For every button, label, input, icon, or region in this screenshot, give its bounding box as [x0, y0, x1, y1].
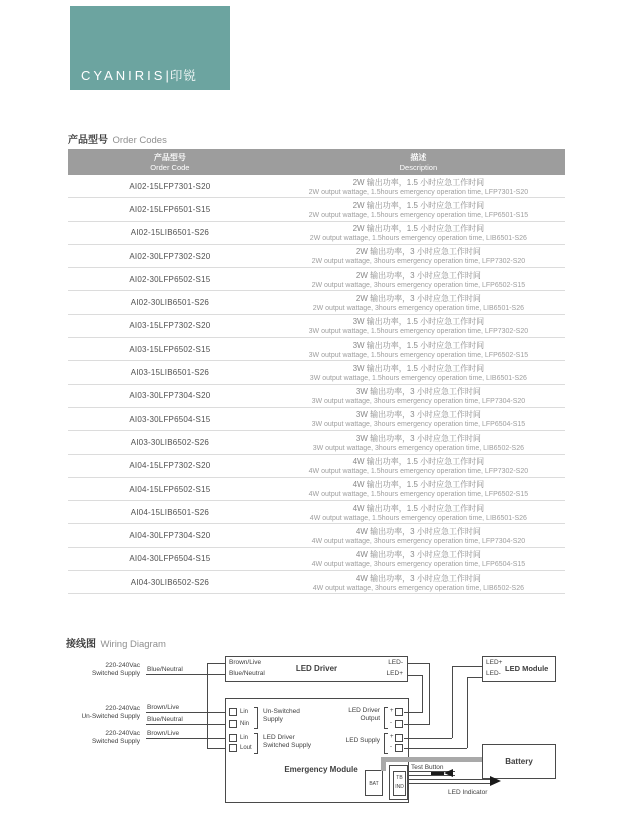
description-cn: 2W 输出功率，3 小时应急工作时间: [355, 293, 481, 303]
battery-bus: [381, 757, 482, 762]
description-en: 4W output wattage, 1.5hours emergency operation time, LFP7302-S20: [308, 468, 529, 476]
group1-line2: Supply: [263, 716, 283, 723]
wire: [146, 712, 229, 713]
description-cell: [272, 268, 565, 290]
description-cell: [272, 548, 565, 570]
wiring-diagram-title: [66, 634, 166, 652]
description-en: 3W output wattage, 3hours emergency operation time, LFP7304-S20: [311, 398, 526, 406]
tb-ind-inner-box: [393, 771, 406, 796]
polarity-minus-1: -: [390, 720, 392, 726]
wire: [452, 666, 453, 738]
bracket-supply: [384, 733, 388, 754]
table-row: [68, 431, 565, 454]
terminal-lout: [229, 744, 237, 752]
description-cell: [272, 501, 565, 523]
emergency-module-box: [225, 698, 409, 803]
output-label-line2: Output: [360, 715, 380, 722]
description-cn: 2W 输出功率，3 小时应急工作时间: [355, 270, 481, 280]
supply2-label: [50, 705, 140, 721]
wire-label-brown-live-2: Brown/Live: [147, 730, 180, 737]
table-row: [68, 385, 565, 408]
header-col1-en: Order Code: [150, 162, 190, 172]
wire: [407, 779, 493, 780]
terminal-label-lin2: Lin: [240, 735, 249, 741]
description-cn: 2W 输出功率，3 小时应急工作时间: [355, 247, 481, 257]
order-code-cell: AI03-30LFP7304-S20: [129, 391, 211, 401]
led-module-minus: LED-: [486, 670, 501, 677]
description-cn: 3W 输出功率，1.5 小时应急工作时间: [352, 340, 485, 350]
supply3-voltage: 220-240Vac: [105, 730, 140, 737]
bracket-output: [384, 707, 388, 729]
table-row: [68, 455, 565, 478]
terminal-label-lin1: Lin: [240, 709, 249, 715]
battery-title: Battery: [505, 757, 533, 766]
led-driver-in-live: Brown/Live: [229, 659, 262, 666]
table-row: [68, 478, 565, 501]
wire-label-blue-neutral-1: Blue/Neutral: [147, 666, 183, 673]
wire: [146, 724, 229, 725]
brand-logo-text: [81, 69, 197, 83]
terminal-output-minus: [395, 720, 403, 728]
led-indicator-label: LED Indicator: [448, 789, 488, 796]
description-cn: 2W 输出功率，1.5 小时应急工作时间: [352, 177, 485, 187]
group-unswitched-label: [263, 708, 300, 724]
brand-name-en: CYANIRIS: [81, 68, 166, 83]
terminal-label-lout: Lout: [240, 745, 252, 751]
description-en: 3W output wattage, 3hours emergency operation time, LIB6502-S26: [312, 444, 525, 452]
table-header: [68, 149, 565, 175]
wire: [407, 783, 493, 784]
description-cell: [272, 478, 565, 500]
description-cell: [272, 222, 565, 244]
description-en: 4W output wattage, 1.5hours emergency operation time, LIB6501-S26: [309, 514, 527, 522]
table-row: [68, 175, 565, 198]
battery-box: [482, 744, 556, 779]
header-col1-cn: 产品型号: [153, 152, 186, 162]
tb-ind-outer-box: [389, 765, 408, 800]
terminal-label-nin: Nin: [240, 721, 250, 727]
order-code-cell: AI03-15LFP6502-S15: [129, 344, 211, 354]
table-row: [68, 361, 565, 384]
wire: [404, 748, 467, 749]
emergency-module-title: Emergency Module: [284, 765, 358, 774]
order-code-cell: AI02-15LFP7301-S20: [129, 181, 211, 191]
battery-bus: [381, 757, 386, 771]
brand-name-cn: 印锐: [169, 69, 197, 83]
wire: [404, 738, 452, 739]
bat-connector-box: [365, 770, 383, 796]
table-row: [68, 222, 565, 245]
wire: [408, 675, 422, 676]
order-code-cell: AI04-15LFP6502-S15: [129, 484, 211, 494]
order-code-cell: AI03-15LIB6501-S26: [130, 368, 210, 378]
wire: [207, 663, 225, 664]
description-cell: [272, 175, 565, 197]
brand-logo: [70, 6, 230, 90]
polarity-minus-2: -: [390, 744, 392, 750]
description-cell: [272, 245, 565, 267]
supply2-type: Un-Switched Supply: [81, 713, 140, 720]
description-cell: [272, 198, 565, 220]
order-code-cell: AI04-30LIB6502-S26: [130, 577, 210, 587]
table-body: [68, 175, 565, 594]
group2-line1: LED Driver: [263, 734, 295, 741]
description-en: 4W output wattage, 3hours emergency operation time, LFP7304-S20: [311, 537, 526, 545]
supply1-voltage: 220-240Vac: [105, 662, 140, 669]
description-cn: 3W 输出功率，1.5 小时应急工作时间: [352, 363, 485, 373]
wire: [467, 677, 468, 748]
supply2-voltage: 220-240Vac: [105, 705, 140, 712]
description-en: 4W output wattage, 3hours emergency operation time, LFP6504-S15: [311, 561, 526, 569]
test-button-label: Test Button: [411, 764, 444, 771]
order-code-cell: AI02-15LFP6501-S15: [129, 204, 211, 214]
description-cn: 4W 输出功率，1.5 小时应急工作时间: [352, 457, 485, 467]
wire: [146, 738, 229, 739]
order-code-cell: AI04-15LIB6501-S26: [130, 507, 210, 517]
supply1-label: [50, 662, 140, 678]
led-driver-out-plus: LED+: [386, 670, 403, 677]
wire: [404, 712, 422, 713]
wire-label-blue-neutral-2: Blue/Neutral: [147, 716, 183, 723]
description-cn: 4W 输出功率，1.5 小时应急工作时间: [352, 480, 485, 490]
description-cell: [272, 315, 565, 337]
wire-label-brown-live-1: Brown/Live: [147, 704, 180, 711]
bracket-unswitched: [254, 707, 258, 729]
order-codes-title: [68, 130, 167, 148]
description-en: 4W output wattage, 1.5hours emergency operation time, LFP6502-S15: [308, 491, 529, 499]
description-en: 3W output wattage, 1.5hours emergency operation time, LFP7302-S20: [308, 328, 529, 336]
order-code-cell: AI02-30LFP6502-S15: [129, 274, 211, 284]
table-row: [68, 524, 565, 547]
table-row: [68, 315, 565, 338]
description-cell: [272, 431, 565, 453]
order-code-cell: AI02-30LIB6501-S26: [130, 298, 210, 308]
terminal-nin: [229, 720, 237, 728]
order-codes-title-cn: 产品型号: [68, 135, 108, 146]
description-cn: 2W 输出功率，1.5 小时应急工作时间: [352, 200, 485, 210]
wire: [467, 677, 482, 678]
description-cn: 3W 输出功率，3 小时应急工作时间: [355, 410, 481, 420]
terminal-lin1: [229, 708, 237, 716]
terminal-supply-minus: [395, 744, 403, 752]
description-en: 2W output wattage, 1.5hours emergency operation time, LIB6501-S26: [309, 235, 527, 243]
order-code-cell: AI04-15LFP7302-S20: [129, 461, 211, 471]
led-driver-box: [225, 656, 408, 682]
wire: [452, 666, 482, 667]
description-cell: [272, 571, 565, 593]
table-row: [68, 338, 565, 361]
brand-divider: |: [165, 68, 169, 83]
description-cn: 4W 输出功率，3 小时应急工作时间: [355, 573, 481, 583]
led-module-title: LED Module: [505, 664, 549, 673]
description-cn: 4W 输出功率，1.5 小时应急工作时间: [352, 503, 485, 513]
group2-line2: Switched Supply: [263, 742, 312, 749]
table-header-description: [272, 149, 565, 175]
header-col2-en: Description: [399, 162, 438, 172]
polarity-plus-1: +: [390, 708, 394, 714]
description-en: 2W output wattage, 3hours emergency operation time, LFP6502-S15: [311, 281, 526, 289]
table-header-order-code: [68, 149, 272, 175]
description-cn: 3W 输出功率，1.5 小时应急工作时间: [352, 317, 485, 327]
description-cell: [272, 524, 565, 546]
description-en: 2W output wattage, 1.5hours emergency operation time, LFP7301-S20: [308, 188, 529, 196]
wire: [429, 663, 430, 725]
order-code-cell: AI03-15LFP7302-S20: [129, 321, 211, 331]
table-row: [68, 291, 565, 314]
tb-label: TB: [396, 775, 403, 781]
order-codes-title-en: Order Codes: [112, 135, 167, 146]
output-label-line1: LED Driver: [348, 707, 380, 714]
description-cn: 3W 输出功率，3 小时应急工作时间: [355, 433, 481, 443]
terminal-output-plus: [395, 708, 403, 716]
table-row: [68, 548, 565, 571]
description-en: 2W output wattage, 3hours emergency operation time, LIB6501-S26: [312, 304, 525, 312]
test-button-arrow-icon: [444, 769, 453, 777]
led-indicator-icon: [490, 776, 501, 786]
table-row: [68, 408, 565, 431]
polarity-plus-2: +: [390, 734, 394, 740]
group1-line1: Un-Switched: [263, 708, 300, 715]
bat-label: BAT: [369, 781, 379, 787]
terminal-supply-plus: [395, 734, 403, 742]
description-en: 2W output wattage, 3hours emergency operation time, LFP7302-S20: [311, 258, 526, 266]
table-row: [68, 571, 565, 594]
order-codes-table: [68, 149, 565, 594]
description-cn: 2W 输出功率，1.5 小时应急工作时间: [352, 224, 485, 234]
description-cell: [272, 455, 565, 477]
led-driver-in-neutral: Blue/Neutral: [229, 670, 265, 677]
led-supply-label: LED Supply: [345, 737, 380, 744]
description-cn: 3W 输出功率，3 小时应急工作时间: [355, 387, 481, 397]
description-en: 3W output wattage, 3hours emergency operation time, LFP6504-S15: [311, 421, 526, 429]
led-module-box: [482, 656, 556, 682]
order-code-cell: AI03-30LFP6504-S15: [129, 414, 211, 424]
order-code-cell: AI02-15LIB6501-S26: [130, 228, 210, 238]
description-cell: [272, 385, 565, 407]
bracket-switched: [254, 733, 258, 754]
wire: [146, 674, 225, 675]
description-cell: [272, 291, 565, 313]
order-code-cell: AI04-30LFP6504-S15: [129, 554, 211, 564]
group-switched-label: [263, 734, 311, 750]
wire: [408, 663, 429, 664]
description-cell: [272, 338, 565, 360]
led-module-plus: LED+: [486, 659, 503, 666]
description-en: 2W output wattage, 1.5hours emergency operation time, LFP6501-S15: [308, 211, 529, 219]
table-row: [68, 268, 565, 291]
table-row: [68, 501, 565, 524]
table-row: [68, 198, 565, 221]
supply3-label: [50, 730, 140, 746]
description-cn: 4W 输出功率，3 小时应急工作时间: [355, 526, 481, 536]
description-cell: [272, 361, 565, 383]
description-en: 3W output wattage, 1.5hours emergency operation time, LIB6501-S26: [309, 374, 527, 382]
order-code-cell: AI03-30LIB6502-S26: [130, 437, 210, 447]
wiring-title-cn: 接线图: [66, 639, 96, 650]
ind-label: IND: [395, 784, 404, 790]
description-cell: [272, 408, 565, 430]
led-driver-out-minus: LED-: [388, 659, 403, 666]
order-code-cell: AI02-30LFP7302-S20: [129, 251, 211, 261]
description-en: 3W output wattage, 1.5hours emergency operation time, LFP6502-S15: [308, 351, 529, 359]
led-driver-output-label: [348, 707, 380, 723]
description-en: 4W output wattage, 3hours emergency operation time, LIB6502-S26: [312, 584, 525, 592]
description-cn: 4W 输出功率，3 小时应急工作时间: [355, 550, 481, 560]
header-col2-cn: 描述: [410, 152, 427, 162]
wiring-title-en: Wiring Diagram: [100, 639, 166, 650]
supply1-type: Switched Supply: [91, 670, 140, 677]
order-code-cell: AI04-30LFP7304-S20: [129, 531, 211, 541]
wire: [422, 675, 423, 713]
wire: [207, 663, 208, 748]
table-row: [68, 245, 565, 268]
terminal-lin2: [229, 734, 237, 742]
supply3-type: Switched Supply: [91, 738, 140, 745]
led-driver-title: LED Driver: [295, 664, 338, 673]
test-button-icon: [431, 772, 444, 775]
wire: [404, 724, 429, 725]
